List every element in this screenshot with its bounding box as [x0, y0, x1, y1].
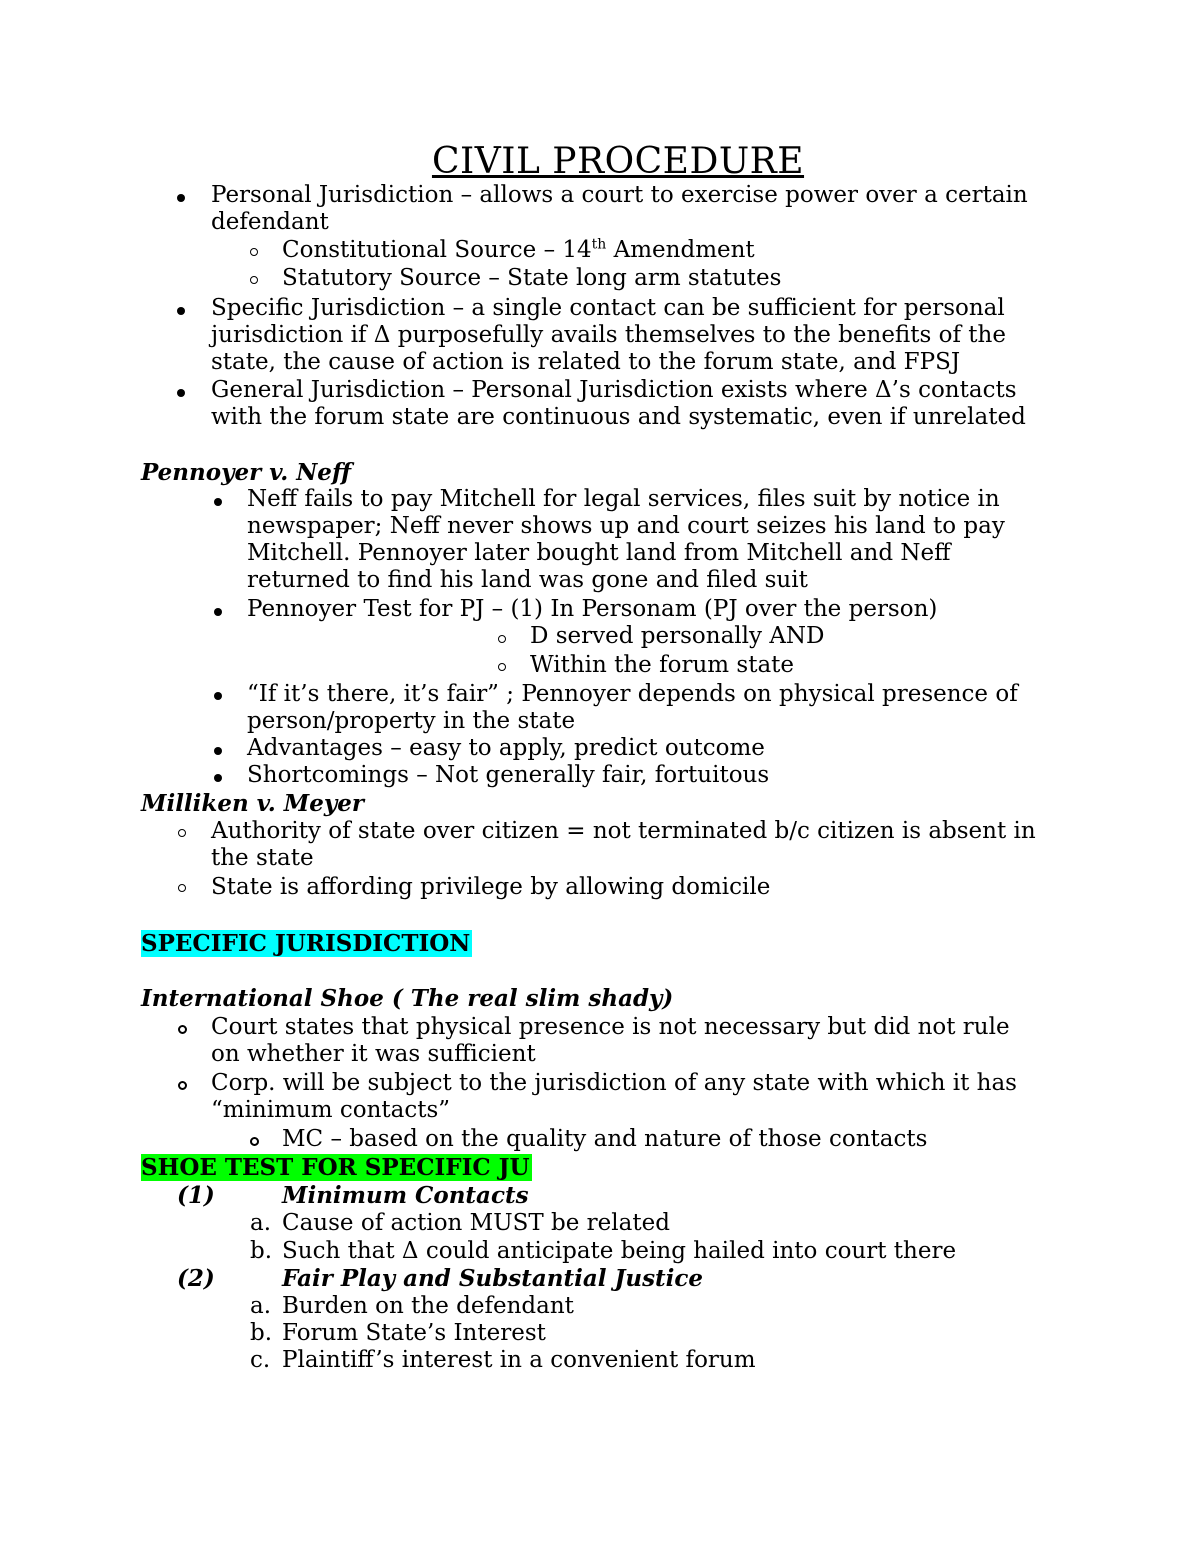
bullet-dot	[177, 307, 185, 315]
bullet-ring	[178, 829, 186, 837]
page-title: CIVIL PROCEDURE	[431, 141, 805, 182]
bullet-dot	[177, 389, 185, 397]
intro-item-1-cont: defendant	[211, 209, 329, 235]
intro-sub-1-sup: th	[591, 236, 607, 253]
bullet-dot	[214, 774, 222, 782]
bullet-dot	[177, 194, 185, 202]
pennoyer-item-1-l3: Mitchell. Pennoyer later bought land from Mitchell and Neff	[247, 540, 951, 566]
intl-shoe-item-2-l2: “minimum contacts”	[211, 1097, 451, 1123]
intro-item-2-line: Specific Jurisdiction – a single contact can be sufficient for personal	[211, 295, 1005, 321]
intl-shoe-item-1-l2: on whether it was sufficient	[211, 1041, 536, 1067]
intl-shoe-sub: MC – based on the quality and nature of those contacts	[282, 1126, 928, 1152]
shoe-test-part-2-a-text: Burden on the defendant	[282, 1293, 574, 1319]
intl-shoe-item-2-l1: Corp. will be subject to the jurisdiction of any state with which it has	[211, 1070, 1017, 1096]
milliken-item-2: State is affording privilege by allowing domicile	[211, 874, 771, 900]
pennoyer-item-1	[247, 486, 1200, 594]
milliken-item-1-l1: Authority of state over citizen = not terminated b/c citizen is absent in	[211, 818, 1036, 844]
intro-item-2-cont2: state, the cause of action is related to the forum state, and FPSJ	[211, 349, 961, 375]
bullet-ring	[250, 1137, 259, 1146]
shoe-test-part-2-c-letter: c.	[250, 1347, 271, 1373]
intl-shoe-item-1	[211, 1014, 1200, 1068]
bullet-ring	[498, 635, 506, 643]
pennoyer-item-3-l1: “If it’s there, it’s fair” ; Pennoyer depends on physical presence of	[247, 681, 1018, 707]
case-heading-international-shoe: International Shoe ( The real slim shady)	[141, 985, 674, 1012]
intro-item-1	[211, 182, 1200, 236]
intro-item-3-cont: with the forum state are continuous and systematic, even if unrelated	[211, 404, 1026, 430]
shoe-test-part-1-a-text: Cause of action MUST be related	[282, 1210, 670, 1236]
pennoyer-item-2: Pennoyer Test for PJ – (1) In Personam (PJ over the person)	[247, 596, 938, 622]
shoe-test-part-1-a-letter: a.	[250, 1210, 272, 1236]
shoe-test-part-1-b-letter: b.	[250, 1238, 273, 1264]
shoe-test-part-1-b-text: Such that Δ could anticipate being hailed into court there	[282, 1238, 957, 1264]
intro-sub-1-text: Constitutional Source – 14	[282, 237, 592, 263]
intro-item-3	[211, 377, 1200, 431]
bullet-ring	[178, 1081, 187, 1090]
shoe-test-heading: SHOE TEST FOR SPECIFIC JU	[141, 1154, 530, 1181]
bullet-ring	[178, 1025, 187, 1034]
shoe-test-part-2-b-letter: b.	[250, 1320, 273, 1346]
pennoyer-item-4: Advantages – easy to apply, predict outcome	[247, 735, 765, 761]
bullet-dot	[214, 498, 222, 506]
pennoyer-item-1-l2: newspaper; Neff never shows up and court seizes his land to pay	[247, 513, 1005, 539]
bullet-ring	[250, 248, 258, 256]
pennoyer-item-1-l1: Neff fails to pay Mitchell for legal services, files suit by notice in	[247, 486, 1000, 512]
intro-item-3-line: General Jurisdiction – Personal Jurisdiction exists where Δ’s contacts	[211, 377, 1017, 403]
shoe-test-part-2-c-text: Plaintiff’s interest in a convenient forum	[282, 1347, 756, 1373]
bullet-dot	[214, 692, 222, 700]
milliken-item-1	[211, 818, 1200, 872]
shoe-test-part-2-a-letter: a.	[250, 1293, 272, 1319]
specific-jurisdiction-heading: SPECIFIC JURISDICTION	[141, 930, 471, 957]
bullet-dot	[214, 747, 222, 755]
intl-shoe-item-1-l1: Court states that physical presence is not necessary but did not rule	[211, 1014, 1010, 1040]
shoe-test-part-1-num: (1)	[177, 1182, 215, 1209]
pennoyer-item-3	[247, 681, 1200, 735]
intro-item-2	[211, 295, 1200, 376]
bullet-ring	[178, 884, 186, 892]
intro-sub-1-after: Amendment	[606, 237, 755, 263]
pennoyer-item-5: Shortcomings – Not generally fair, fortuitous	[247, 762, 770, 788]
shoe-test-part-2-b-text: Forum State’s Interest	[282, 1320, 546, 1346]
intro-sub-1	[282, 237, 1200, 264]
bullet-ring	[250, 276, 258, 284]
intro-item-2-cont1: jurisdiction if Δ purposefully avails themselves to the benefits of the	[211, 322, 1006, 348]
intro-sub-2: Statutory Source – State long arm statutes	[282, 265, 782, 291]
intl-shoe-item-2	[211, 1070, 1200, 1124]
milliken-item-1-l2: the state	[211, 845, 314, 871]
intro-item-1-line: Personal Jurisdiction – allows a court to exercise power over a certain	[211, 182, 1028, 208]
pennoyer-sub-1: D served personally AND	[530, 623, 825, 649]
case-heading-milliken: Milliken v. Meyer	[141, 790, 364, 817]
bullet-dot	[214, 608, 222, 616]
shoe-test-part-1-label: Minimum Contacts	[282, 1182, 529, 1209]
pennoyer-item-3-l2: person/property in the state	[247, 708, 576, 734]
bullet-ring	[498, 663, 506, 671]
shoe-test-part-2-num: (2)	[177, 1265, 215, 1292]
shoe-test-part-2-label: Fair Play and Substantial Justice	[282, 1265, 704, 1292]
case-heading-pennoyer: Pennoyer v. Neff	[141, 459, 351, 486]
pennoyer-sub-2: Within the forum state	[530, 652, 795, 678]
pennoyer-item-1-l4: returned to find his land was gone and filed suit	[247, 567, 808, 593]
